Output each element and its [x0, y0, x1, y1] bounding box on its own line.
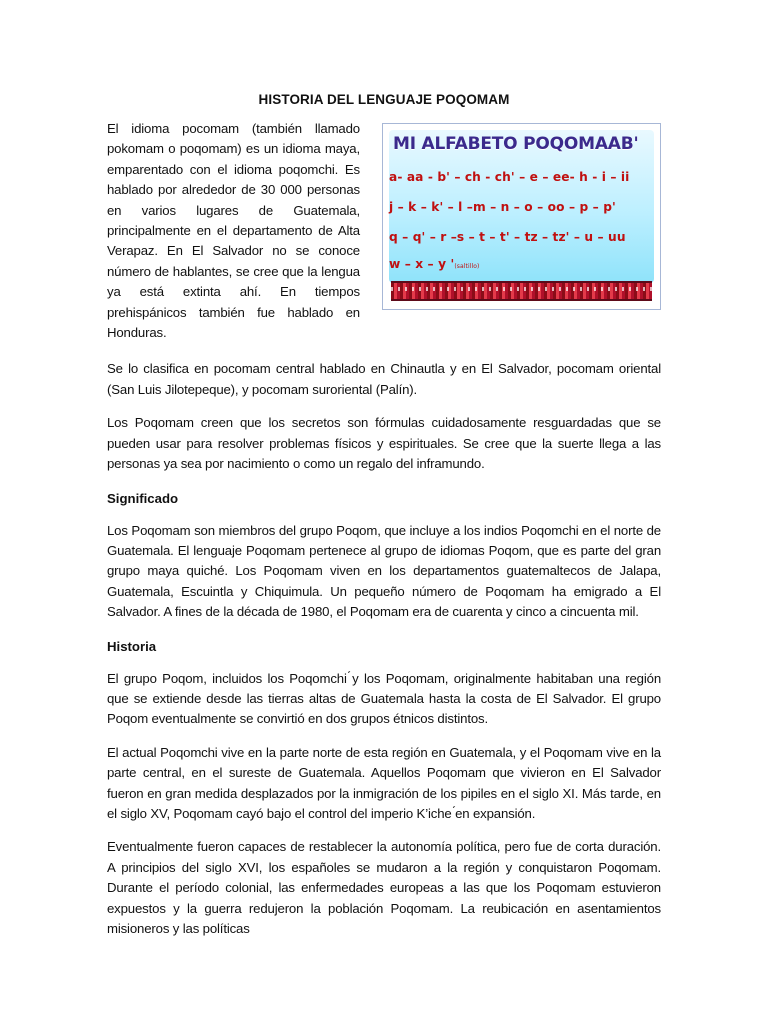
historia-paragraph-3: Eventualmente fueron capaces de restablecer la autonomía política, pero fue de corta duración. A principios del siglo XVI, los españoles se mudaron a la región y conquistaron Poqomam. Durante el período colonial, las enfermedades europeas a las que los Poqomam estuvieron expuestos y la guerra redujeron la población Poqomam. La reubicación en asentamientos misioneros y las políticas	[107, 839, 661, 936]
alphabet-title: MI ALFABETO POQOMAAB'	[393, 134, 639, 154]
document-page	[107, 92, 661, 939]
historia-paragraph-2: El actual Poqomchi vive en la parte norte de esta región en Guatemala, y el Poqomam vive en la parte central, en el sureste de Guatemala. Aquellos Poqomam que vivieron en El Salvador fueron en gran medida desplazados por la inmigración de los pipiles en el siglo XI. Más tarde, en el siglo XV, Poqomam cayó bajo el control del imperio K’iche ́en expansión.	[107, 744, 661, 821]
historia-paragraph-1: El grupo Poqom, incluidos los Poqomchi ́y los Poqomam, originalmente habitaban una región que se extiende desde las tierras altas de Guatemala hasta la costa de El Salvador. El grupo Poqom eventualmente se convirtió en dos grupos étnicos distintos.	[107, 670, 661, 727]
beliefs-paragraph: Los Poqomam creen que los secretos son fórmulas cuidadosamente resguardadas que se pueden usar para resolver problemas físicos y espirituales. Se cree que la suerte llega a las personas ya sea por nacimiento o como un regalo del inframundo.	[107, 415, 661, 472]
alphabet-line-3: q – q' – r –s – t – t' – tz – tz' – u – uu	[389, 230, 626, 244]
alphabet-line-4-text: w – x – y '	[389, 257, 455, 271]
alphabet-line-2: j – k – k' – l –m – n – o – oo – p – p'	[389, 200, 616, 214]
classification-paragraph: Se lo clasifica en pocomam central hablado en Chinautla y en El Salvador, pocomam oriental (San Luis Jilotepeque), y pocomam suroriental (Palín).	[107, 361, 661, 397]
intro-section	[107, 119, 661, 343]
alphabet-line-4	[389, 257, 654, 271]
significado-paragraph: Los Poqomam son miembros del grupo Poqom, que incluye a los indios Poqomchi en el norte de Guatemala. El lenguaje Poqomam pertenece al grupo de idiomas Poqom, que es parte del gran grupo maya quiché. Los Poqomam viven en los departamentos guatemaltecos de Jalapa, Guatemala, Escuintla y Chiquimula. Un pequeño número de Poqomam ha emigrado a El Salvador. A fines de la década de 1980, el Poqomam era de cuarenta y cinco a cincuenta mil.	[107, 522, 661, 620]
woven-textile-band	[391, 281, 652, 301]
alphabet-image	[382, 123, 661, 310]
intro-paragraph: El idioma pocomam (también llamado pokomam o poqomam) es un idioma maya, emparentado con el idioma poqomchi. Es hablado por alrededor de 30 000 personas en varios lugares de Guatemala, principalmente en el departamento de Alta Verapaz. En El Salvador no se conoce número de hablantes, se cree que la lengua ya está extinta ahí. En tiempos prehispánicos también fue hablado en Honduras.	[107, 121, 360, 341]
document-title: HISTORIA DEL LENGUAJE POQOMAM	[258, 92, 510, 107]
alphabet-line-1: a- aa - b' – ch - ch' – e – ee- h - i – ii	[389, 170, 630, 184]
heading-historia: Historia	[107, 638, 157, 654]
heading-significado: Significado	[107, 490, 179, 506]
saltillo-label: (saltillo)	[454, 263, 480, 270]
